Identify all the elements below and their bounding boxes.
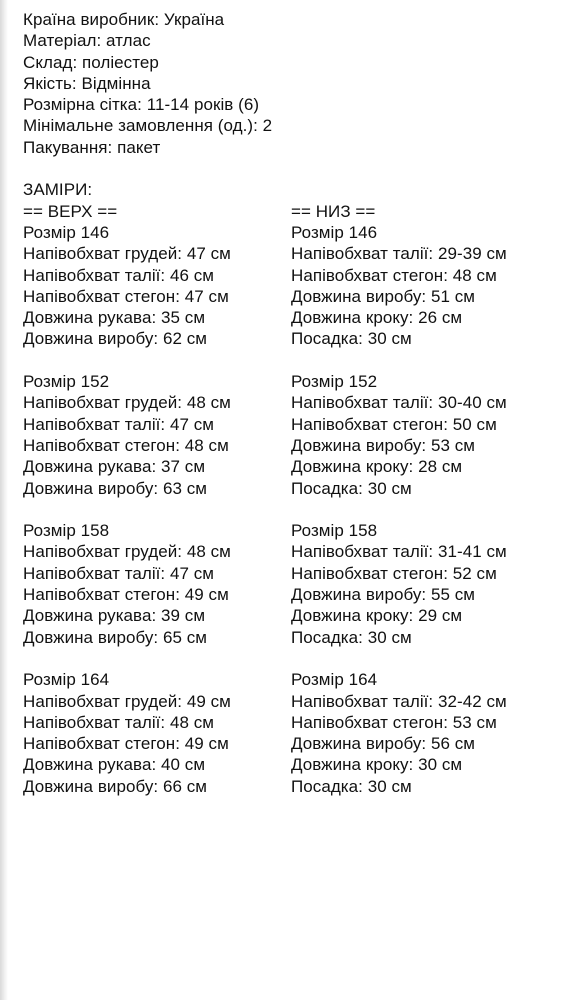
top-size-164 — [23, 669, 291, 797]
size-label: Розмір 164 — [23, 670, 110, 690]
measurement-line: Довжина рукава: 40 см — [23, 755, 206, 775]
spacer — [23, 158, 573, 179]
measurement-line: Довжина кроку: 29 см — [291, 606, 463, 626]
measurement-line: Напівобхват стегон: 50 см — [291, 414, 497, 434]
size-label: Розмір 158 — [291, 521, 378, 541]
bottom-size-164 — [291, 669, 561, 797]
bottom-size-152 — [291, 371, 561, 499]
measurement-line: Напівобхват стегон: 48 см — [23, 435, 229, 455]
bottom-heading: == НИЗ == — [291, 201, 376, 221]
size-label: Розмір 164 — [291, 670, 378, 690]
size-label: Розмір 146 — [23, 222, 110, 242]
measurement-line: Посадка: 30 см — [291, 478, 412, 498]
info-packaging: Пакування: пакет — [23, 137, 161, 157]
info-material: Матеріал: атлас — [23, 31, 151, 51]
top-heading: == ВЕРХ == — [23, 201, 118, 221]
measurement-line: Напівобхват грудей: 47 см — [23, 244, 231, 264]
measurement-line: Довжина кроку: 28 см — [291, 457, 463, 477]
measurement-line: Напівобхват стегон: 49 см — [23, 585, 229, 605]
measurement-line: Напівобхват талії: 30-40 см — [291, 393, 507, 413]
page-edge-shadow — [0, 0, 8, 1000]
info-min-order: Мінімальне замовлення (од.): 2 — [23, 116, 273, 136]
measurement-line: Напівобхват грудей: 48 см — [23, 542, 231, 562]
top-size-146 — [23, 222, 291, 350]
measurements-columns — [23, 201, 573, 819]
size-label: Розмір 152 — [291, 372, 378, 392]
measurement-line: Довжина виробу: 62 см — [23, 329, 208, 349]
measurement-line: Посадка: 30 см — [291, 329, 412, 349]
measurement-line: Напівобхват грудей: 49 см — [23, 691, 231, 711]
measurement-line: Напівобхват стегон: 49 см — [23, 734, 229, 754]
measurement-line: Довжина рукава: 37 см — [23, 457, 206, 477]
measurement-line: Напівобхват талії: 47 см — [23, 563, 215, 583]
measurement-line: Напівобхват стегон: 52 см — [291, 563, 497, 583]
measurement-line: Довжина виробу: 53 см — [291, 435, 476, 455]
product-info-block — [23, 9, 573, 158]
size-label: Розмір 158 — [23, 521, 110, 541]
info-country: Країна виробник: Україна — [23, 10, 225, 29]
measurement-line: Напівобхват стегон: 53 см — [291, 712, 497, 732]
top-size-152 — [23, 371, 291, 499]
bottom-size-158 — [291, 520, 561, 648]
measurements-title: ЗАМІРИ: — [23, 180, 93, 200]
measurement-line: Довжина рукава: 35 см — [23, 308, 206, 328]
measurement-line: Довжина виробу: 66 см — [23, 776, 208, 796]
measurement-line: Довжина виробу: 51 см — [291, 286, 476, 306]
measurement-line: Довжина кроку: 26 см — [291, 308, 463, 328]
product-description — [23, 9, 573, 818]
measurement-line: Напівобхват талії: 31-41 см — [291, 542, 507, 562]
info-composition: Склад: поліестер — [23, 52, 159, 72]
measurement-line: Довжина виробу: 55 см — [291, 585, 476, 605]
measurement-line: Напівобхват талії: 29-39 см — [291, 244, 507, 264]
measurement-line: Напівобхват талії: 32-42 см — [291, 691, 507, 711]
measurement-line: Довжина рукава: 39 см — [23, 606, 206, 626]
measurement-line: Довжина виробу: 56 см — [291, 734, 476, 754]
size-label: Розмір 152 — [23, 372, 110, 392]
measurement-line: Напівобхват стегон: 47 см — [23, 286, 229, 306]
info-quality: Якість: Відмінна — [23, 73, 151, 93]
measurement-line: Напівобхват талії: 46 см — [23, 265, 215, 285]
top-size-158 — [23, 520, 291, 648]
measurement-line: Напівобхват грудей: 48 см — [23, 393, 231, 413]
measurement-line: Посадка: 30 см — [291, 776, 412, 796]
size-label: Розмір 146 — [291, 222, 378, 242]
bottom-garment-column — [291, 201, 561, 819]
info-size-range: Розмірна сітка: 11-14 років (6) — [23, 95, 260, 115]
measurement-line: Напівобхват стегон: 48 см — [291, 265, 497, 285]
measurement-line: Напівобхват талії: 48 см — [23, 712, 215, 732]
measurement-line: Довжина кроку: 30 см — [291, 755, 463, 775]
measurement-line: Довжина виробу: 63 см — [23, 478, 208, 498]
measurement-line: Посадка: 30 см — [291, 627, 412, 647]
measurement-line: Довжина виробу: 65 см — [23, 627, 208, 647]
measurement-line: Напівобхват талії: 47 см — [23, 414, 215, 434]
top-garment-column — [23, 201, 291, 819]
bottom-size-146 — [291, 222, 561, 350]
